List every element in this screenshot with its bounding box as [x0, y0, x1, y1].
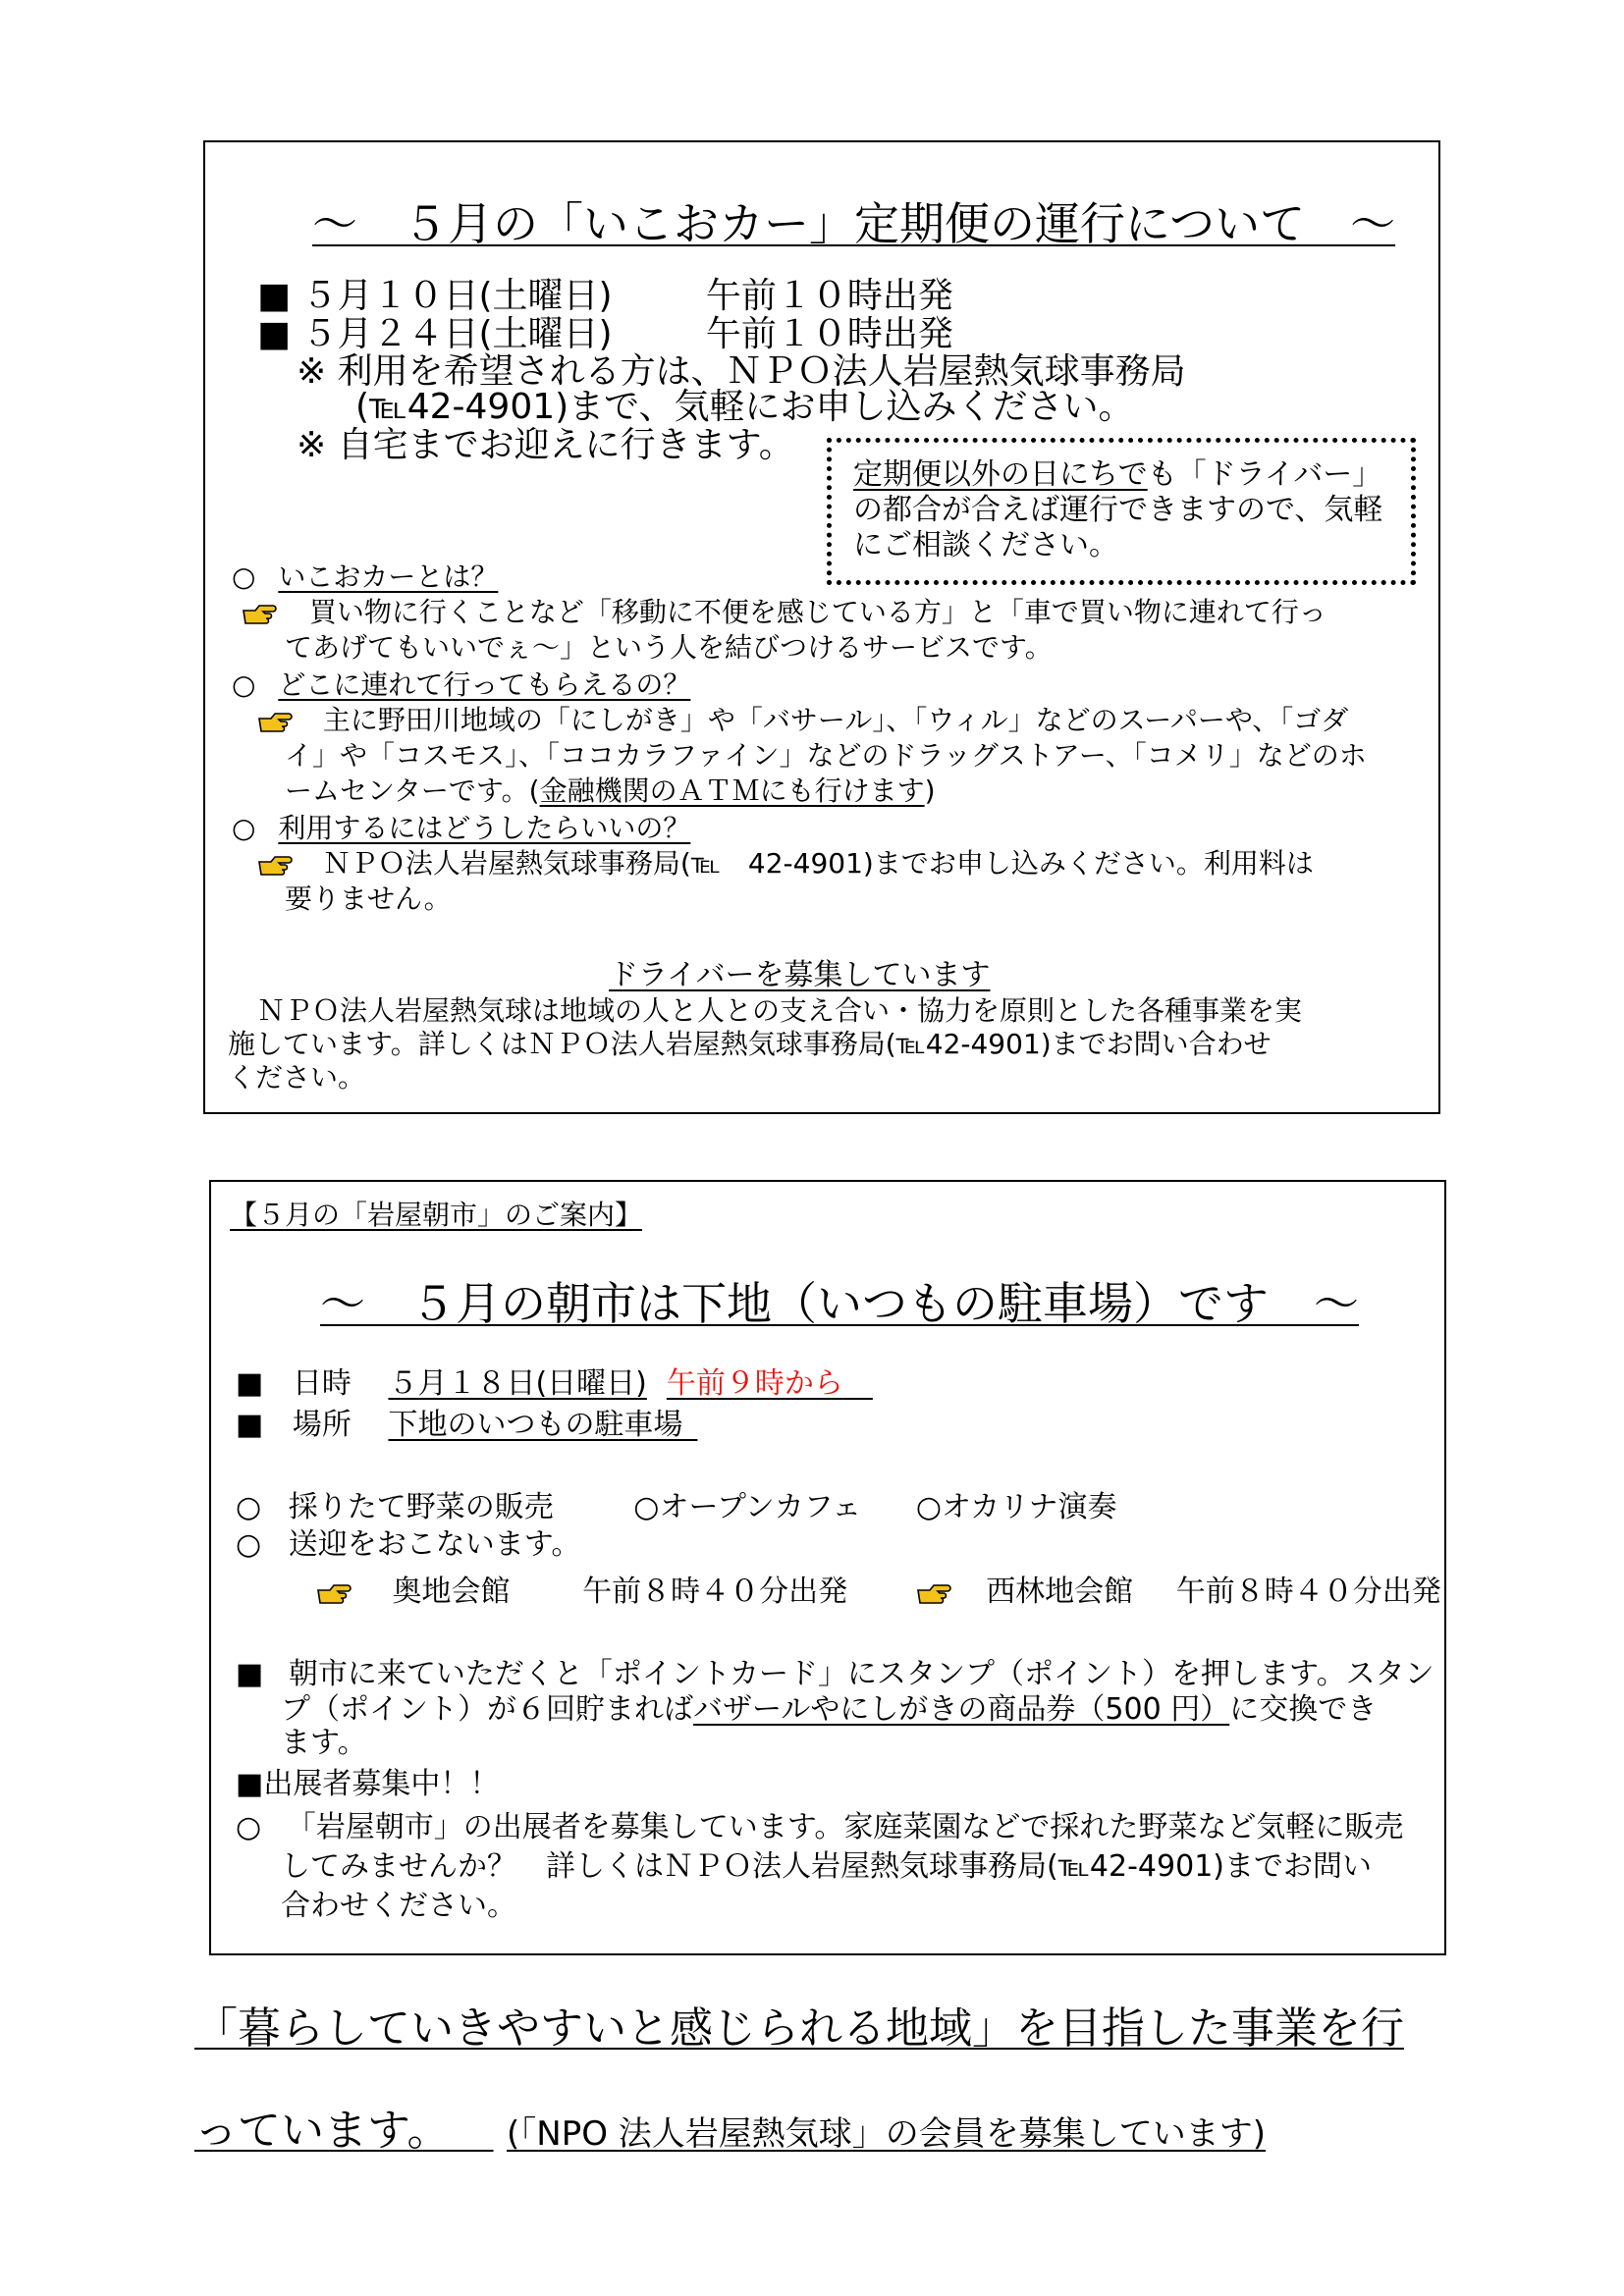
answer-2-line2: イ」や「コスモス」、「ココカラファイン」などのドラッグストアー、「コメリ」などのホ [285, 739, 1367, 772]
pointing-hand-icon [242, 602, 277, 625]
pickup-time-1: 午前８時４０分出発 [582, 1575, 848, 1609]
pointing-hand-icon [257, 853, 293, 877]
date-label: 日時 [292, 1366, 352, 1401]
schedule-row-1 [257, 278, 953, 315]
pickup-place-1: 奥地会館 [392, 1575, 511, 1609]
market-tag: 【５月の「岩屋朝市」のご案内】 [230, 1199, 643, 1231]
voucher-note: バザールやにしがきの商品券（500 円） [693, 1692, 1230, 1727]
question-2 [232, 667, 690, 703]
shuttle-text: 送迎をおこないます。 [288, 1527, 581, 1562]
note-apply-line2: (℡42-4901)まで、気軽にお申し込みください。 [355, 387, 1134, 427]
driver-text-line2: 施しています。詳しくはＮＰＯ法人岩屋熱気球事務局(℡42-4901)までお問い合わせ [228, 1028, 1272, 1060]
circle-bullet: ○ [232, 812, 256, 844]
square-bullet: ■ [236, 1366, 264, 1401]
point-card-line2: プ（ポイント）が６回貯まればバザールやにしがきの商品券（500 円）に交換でき [281, 1692, 1378, 1727]
question-text: どこに連れて行ってもらえるの？ [278, 668, 691, 701]
item-ocarina: ○オカリナ演奏 [915, 1490, 1117, 1524]
schedule-date: ５月１０日(土曜日) [301, 276, 613, 316]
circle-bullet: ○ [236, 1810, 262, 1844]
item-cafe: ○オープンカフェ [633, 1490, 862, 1524]
circle-bullet: ○ [232, 668, 256, 701]
item-vegetables: 採りたて野菜の販売 [288, 1490, 554, 1524]
driver-text-line3: ください。 [228, 1061, 366, 1094]
exhibitor-heading: ■出展者募集中！！ [236, 1767, 500, 1801]
note-pickup: ※ 自宅までお迎えに行きます。 [297, 425, 794, 465]
section1-title: ～ ５月の「いこおカー」定期便の運行について ～ [312, 197, 1396, 250]
exhibitor-line1: ○ 「岩屋朝市」の出展者を募集しています。家庭菜園などで採れた野菜など気軽に販売 [236, 1810, 1404, 1844]
driver-heading: ドライバーを募集しています [609, 958, 991, 992]
market-date-row [236, 1366, 873, 1402]
footer-mission-line2: っています。 [194, 2106, 451, 2156]
answer-1-line2: てあげてもいいでぇ～」という人を結びつけるサービスです。 [285, 631, 1053, 664]
pointing-hand-icon [316, 1581, 352, 1605]
circle-bullet: ○ [236, 1527, 262, 1562]
answer-3-line1: ＮＰＯ法人岩屋熱気球事務局(℡ 42-4901)までお申し込みください。利用料は [257, 846, 1314, 881]
square-bullet: ■ [236, 1408, 264, 1442]
point-card-line3: ます。 [281, 1726, 367, 1760]
driver-text-line1: ＮＰＯ法人岩屋熱気球は地域の人と人との支え合い・協力を原則とした各種事業を実 [257, 994, 1303, 1027]
market-items-row [236, 1490, 1117, 1525]
callout-underlined: 定期便以外の日にちで [853, 457, 1148, 492]
schedule-time: 午前１０時出発 [705, 276, 953, 316]
pickup-place-2: 西林地会館 [986, 1575, 1134, 1609]
square-bullet: ■ [257, 276, 292, 316]
square-bullet: ■ [236, 1657, 264, 1691]
exhibitor-line3: 合わせください。 [281, 1889, 516, 1923]
callout-line-2: の都合が合えば運行できますので、気軽 [853, 493, 1383, 527]
question-1 [232, 560, 533, 595]
place-value: 下地のいつもの駐車場 [388, 1408, 683, 1442]
question-text: 利用するにはどうしたらいいの？ [278, 812, 691, 844]
callout-line-3: にご相談ください。 [853, 528, 1118, 562]
circle-bullet: ○ [232, 561, 256, 593]
market-place-row [236, 1408, 697, 1443]
footer-member-recruit: (「NPO 法人岩屋熱気球」の会員を募集しています) [507, 2114, 1267, 2154]
note-apply-line1: ※ 利用を希望される方は、ＮＰＯ法人岩屋熱気球事務局 [297, 351, 1186, 392]
question-text: いこおカーとは？ [278, 561, 499, 593]
point-card-line1: ■ 朝市に来ていただくと「ポイントカード」にスタンプ（ポイント）を押します。スタン [236, 1657, 1435, 1691]
schedule-row-2 [257, 316, 953, 353]
callout-line-1: 定期便以外の日にちでも「ドライバー」 [853, 457, 1382, 492]
callout-box [827, 438, 1416, 585]
pointing-hand-icon [257, 710, 293, 733]
place-label: 場所 [292, 1408, 352, 1442]
market-shuttle-row [236, 1527, 580, 1563]
start-time: 午前９時から [666, 1366, 843, 1401]
answer-1-line1: 買い物に行くことなど「移動に不便を感じている方」と「車で買い物に連れて行っ [242, 595, 1326, 630]
answer-2-line3: ームセンターです。(金融機関のＡＴＭにも行けます) [285, 774, 936, 807]
answer-2-line1: 主に野田川地域の「にしがき」や「バサール」、「ウィル」などのスーパーや、「ゴダ [257, 703, 1348, 738]
exhibitor-line2: してみませんか？ 詳しくはＮＰＯ法人岩屋熱気球事務局(℡42-4901)までお問い [281, 1849, 1372, 1884]
question-3 [232, 811, 759, 846]
schedule-time: 午前１０時出発 [705, 314, 953, 354]
square-bullet: ■ [257, 314, 292, 354]
schedule-date: ５月２４日(土曜日) [301, 314, 613, 354]
atm-note: 金融機関のＡＴＭにも行けます [539, 774, 925, 807]
date-value: ５月１８日(日曜日) 午前９時から [388, 1366, 843, 1401]
circle-bullet: ○ [236, 1490, 262, 1524]
footer-mission-line1: 「暮らしていきやすいと感じられる地域」を目指した事業を行 [194, 2003, 1404, 2054]
pickup-time-2: 午前８時４０分出発 [1175, 1575, 1441, 1609]
pickup-row [316, 1575, 1441, 1610]
pointing-hand-icon [916, 1581, 951, 1605]
answer-3-line2: 要りません。 [285, 882, 452, 915]
section2-title: ～ ５月の朝市は下地（いつもの駐車場）です ～ [320, 1277, 1359, 1330]
